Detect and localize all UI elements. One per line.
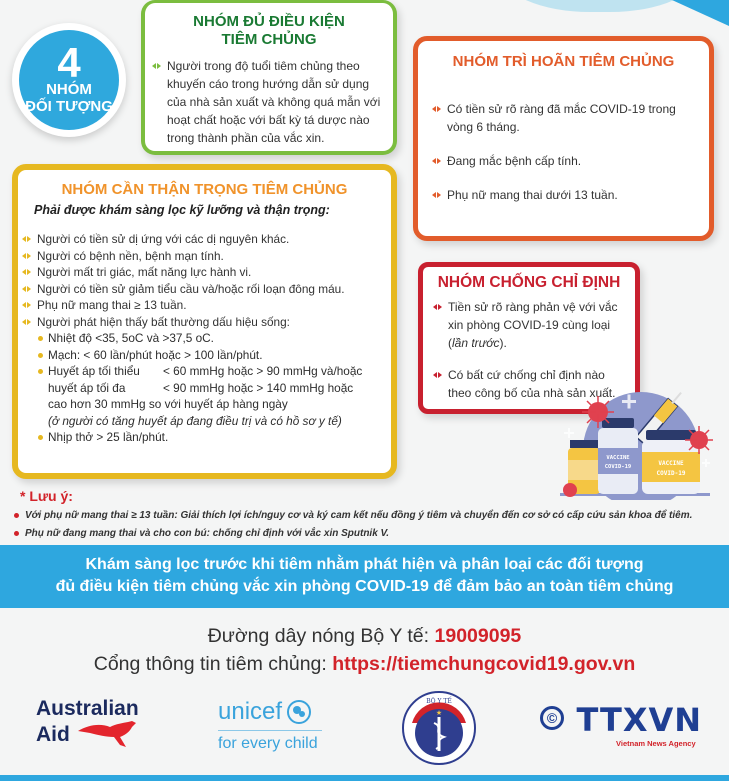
- unicef-emblem-icon: [286, 699, 312, 725]
- ministry-of-health-logo: [402, 691, 476, 765]
- eligible-title-line2: TIÊM CHỦNG: [221, 31, 317, 48]
- double-arrow-icon: [22, 231, 34, 247]
- svg-text:VACCINE: VACCINE: [606, 455, 630, 461]
- corner-decoration: [672, 0, 729, 26]
- vital-blood-pressure: Huyết áp tối thiểu < 60 mmHg hoặc > 90 mmHg và/hoặc: [38, 363, 385, 380]
- caution-item: Người phát hiện thấy bất thường dấu hiệu sống:: [22, 314, 385, 331]
- caution-item: Người có tiền sử giảm tiểu cầu và/hoặc rối loạn đông máu.: [22, 281, 385, 298]
- hotline-number[interactable]: 19009095: [434, 625, 522, 647]
- double-arrow-icon: [22, 248, 34, 264]
- double-arrow-icon: [22, 264, 34, 280]
- double-arrow-icon: [432, 152, 444, 170]
- contraindicated-item: Tiền sử rõ ràng phản vệ với vắc xin phòng COVID-19 cùng loại (lần trước).: [433, 298, 629, 352]
- delay-title: NHÓM TRÌ HOÃN TIÊM CHỦNG: [452, 53, 675, 70]
- red-dot-icon: [14, 531, 19, 536]
- note-title: * Lưu ý:: [20, 488, 73, 504]
- double-arrow-icon: [152, 57, 164, 75]
- double-arrow-icon: [22, 281, 34, 297]
- double-arrow-icon: [433, 366, 445, 384]
- eligible-title: [145, 13, 393, 49]
- banner-line-2: đủ điều kiện tiêm chủng vắc xin phòng COVID-19 để đảm bảo an toàn tiêm chủng: [55, 578, 674, 595]
- double-arrow-icon: [433, 298, 445, 316]
- vital-blood-pressure-max: huyết áp tối đa < 90 mmHg hoặc > 140 mmHg hoặc: [48, 380, 354, 395]
- note-item: Với phụ nữ mang thai ≥ 13 tuần: Giải thích lợi ích/nguy cơ và ký cam kết nếu đồng ý tiêm và chuyển đến cơ sở có cấp cứu sản khoa để tiêm.: [14, 510, 692, 521]
- delay-item: Đang mắc bệnh cấp tính.: [432, 152, 697, 170]
- divider: [218, 730, 322, 731]
- vaccine-illustration: [556, 390, 716, 500]
- delay-group-card: [413, 36, 714, 241]
- caution-title: NHÓM CẦN THẬN TRỌNG TIÊM CHỦNG: [61, 181, 348, 198]
- svg-text:COVID-19: COVID-19: [656, 470, 686, 477]
- badge-label-1: NHÓM: [46, 81, 92, 98]
- contraindicated-item: Có bất cứ chống chỉ định nào theo công bố của nhà sản xuất.: [433, 366, 629, 402]
- caution-item: Người có bệnh nền, bệnh mạn tính.: [22, 248, 385, 265]
- caution-item: Phụ nữ mang thai ≥ 13 tuần.: [22, 297, 385, 314]
- caution-item: Người có tiền sử dị ứng với các dị nguyên khác.: [22, 231, 385, 248]
- vital-blood-pressure-note: (ở người có tăng huyết áp đang điều trị và có hồ sơ y tế): [48, 413, 342, 428]
- australian-aid-logo: Australian Aid: [36, 698, 144, 749]
- svg-text:COVID-19: COVID-19: [604, 464, 632, 470]
- double-arrow-icon: [22, 314, 34, 330]
- unicef-logo: unicef for every child: [218, 698, 322, 753]
- svg-text:BỘ Y TẾ: BỘ Y TẾ: [426, 698, 452, 705]
- portal-link[interactable]: https://tiemchungcovid19.gov.vn: [332, 653, 636, 675]
- svg-text:VACCINE: VACCINE: [658, 460, 684, 467]
- bullet-dot-icon: [38, 336, 43, 341]
- caution-item: Người mất tri giác, mất năng lực hành vi.: [22, 264, 385, 281]
- hotline: Đường dây nóng Bộ Y tế: 19009095: [207, 625, 522, 647]
- caution-subtitle: Phải được khám sàng lọc kỹ lưỡng và thận trọng:: [34, 203, 330, 217]
- vital-pulse: Mạch: < 60 lần/phút hoặc > 100 lần/phút.: [38, 347, 385, 364]
- groups-badge: [19, 30, 119, 130]
- vital-respiration: Nhịp thở > 25 lần/phút.: [38, 429, 385, 446]
- double-arrow-icon: [432, 100, 444, 118]
- vital-blood-pressure-extra: cao hơn 30 mmHg so với huyết áp hàng ngày: [48, 397, 288, 411]
- note-item: Phụ nữ đang mang thai và cho con bú: chống chỉ định với vắc xin Sputnik V.: [14, 528, 389, 539]
- vital-temperature: Nhiệt độ <35, 5oC và >37,5 oC.: [38, 330, 385, 347]
- eligible-item: Người trong độ tuổi tiêm chủng theo khuyến cáo trong hướng dẫn sử dụng của nhà sản xuất và không quá mẫn với hoạt chất hoặc với bất kỳ tá dược nào trong thành phần của vắc xin.: [152, 57, 385, 147]
- double-arrow-icon: [22, 297, 34, 313]
- red-dot-icon: [14, 513, 19, 518]
- top-illustration: [500, 0, 700, 12]
- bullet-dot-icon: [38, 369, 43, 374]
- badge-label-2: ĐỐI TƯỢNG: [25, 98, 113, 115]
- screening-banner: [0, 545, 729, 608]
- delay-item: Phụ nữ mang thai dưới 13 tuần.: [432, 186, 697, 204]
- contraindicated-title: NHÓM CHỐNG CHỈ ĐỊNH: [437, 274, 621, 291]
- delay-item: Có tiền sử rõ ràng đã mắc COVID-19 trong vòng 6 tháng.: [432, 100, 697, 136]
- copyright-icon: ©: [540, 706, 564, 730]
- eligible-group-card: [141, 0, 397, 155]
- eligible-title-line1: NHÓM ĐỦ ĐIỀU KIỆN: [193, 13, 345, 30]
- bottom-bar: [0, 775, 729, 781]
- banner-line-1: Khám sàng lọc trước khi tiêm nhằm phát hiện và phân loại các đối tượng: [85, 556, 644, 573]
- kangaroo-icon: [76, 719, 144, 749]
- bullet-dot-icon: [38, 435, 43, 440]
- vaccination-portal: Cổng thông tin tiêm chủng: https://tiemchungcovid19.gov.vn: [93, 653, 636, 675]
- badge-number: 4: [57, 39, 81, 86]
- bullet-dot-icon: [38, 353, 43, 358]
- double-arrow-icon: [432, 186, 444, 204]
- ttxvn-logo: © TTXVN Vietnam News Agency: [540, 706, 702, 753]
- svg-text:★: ★: [435, 710, 443, 717]
- caution-group-card: [12, 164, 397, 479]
